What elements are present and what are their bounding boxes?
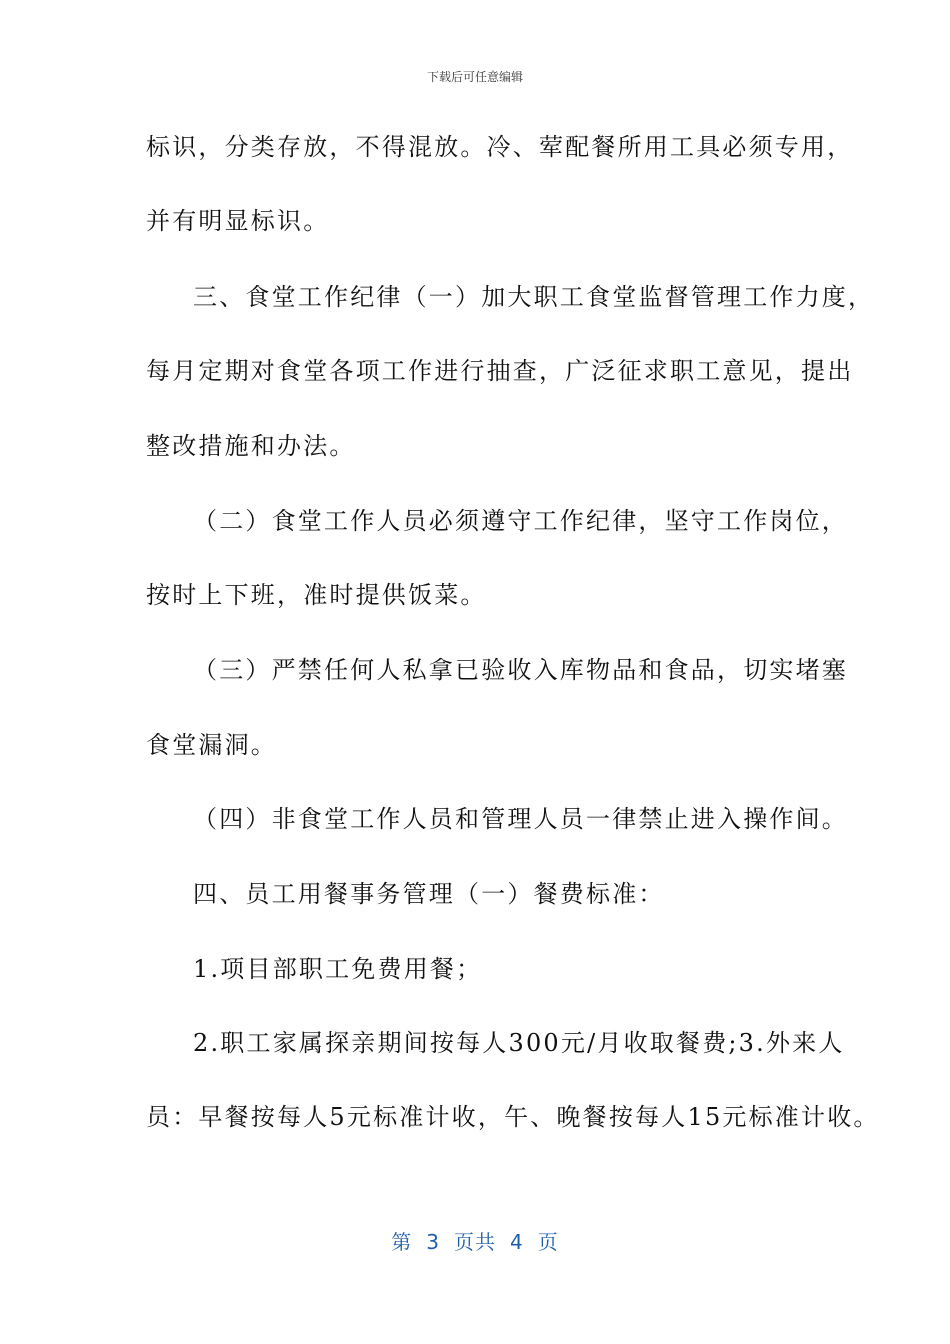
body-line-1: 标识，分类存放，不得混放。冷、荤配餐所用工具必须专用， [146,133,854,161]
body-line-4: 每月定期对食堂各项工作进行抽查，广泛征求职工意见，提出 [146,357,854,385]
body-line-6: （二）食堂工作人员必须遵守工作纪律，坚守工作岗位， [193,507,848,535]
header-note: 下载后可任意编辑 [426,70,523,84]
footer-total-pages: 4 [510,1230,524,1254]
body-line-3: 三、食堂工作纪律（一）加大职工食堂监督管理工作力度， [193,283,875,311]
body-line-8: （三）严禁任何人私拿已验收入库物品和食品，切实堵塞 [193,656,848,684]
footer-current-page: 3 [426,1230,440,1254]
body-line-5: 整改措施和办法。 [146,432,356,460]
body-line-11: 四、员工用餐事务管理（一）餐费标准： [193,880,665,908]
footer-suffix: 页 [537,1230,559,1254]
body-line-12: 1.项目部职工免费用餐； [193,955,483,983]
body-line-2: 并有明显标识。 [146,207,330,235]
body-line-7: 按时上下班，准时提供饭菜。 [146,581,487,609]
footer-prefix: 第 [391,1230,413,1254]
page-footer [0,1226,950,1255]
body-line-9: 食堂漏洞。 [146,731,277,759]
body-line-10: （四）非食堂工作人员和管理人员一律禁止进入操作间。 [193,805,848,833]
body-line-14: 员：早餐按每人5元标准计收，午、晚餐按每人15元标准计收。 [146,1103,880,1131]
footer-middle: 页共 [454,1230,496,1254]
body-line-13: 2.职工家属探亲期间按每人300元/月收取餐费;3.外来人 [193,1029,845,1057]
